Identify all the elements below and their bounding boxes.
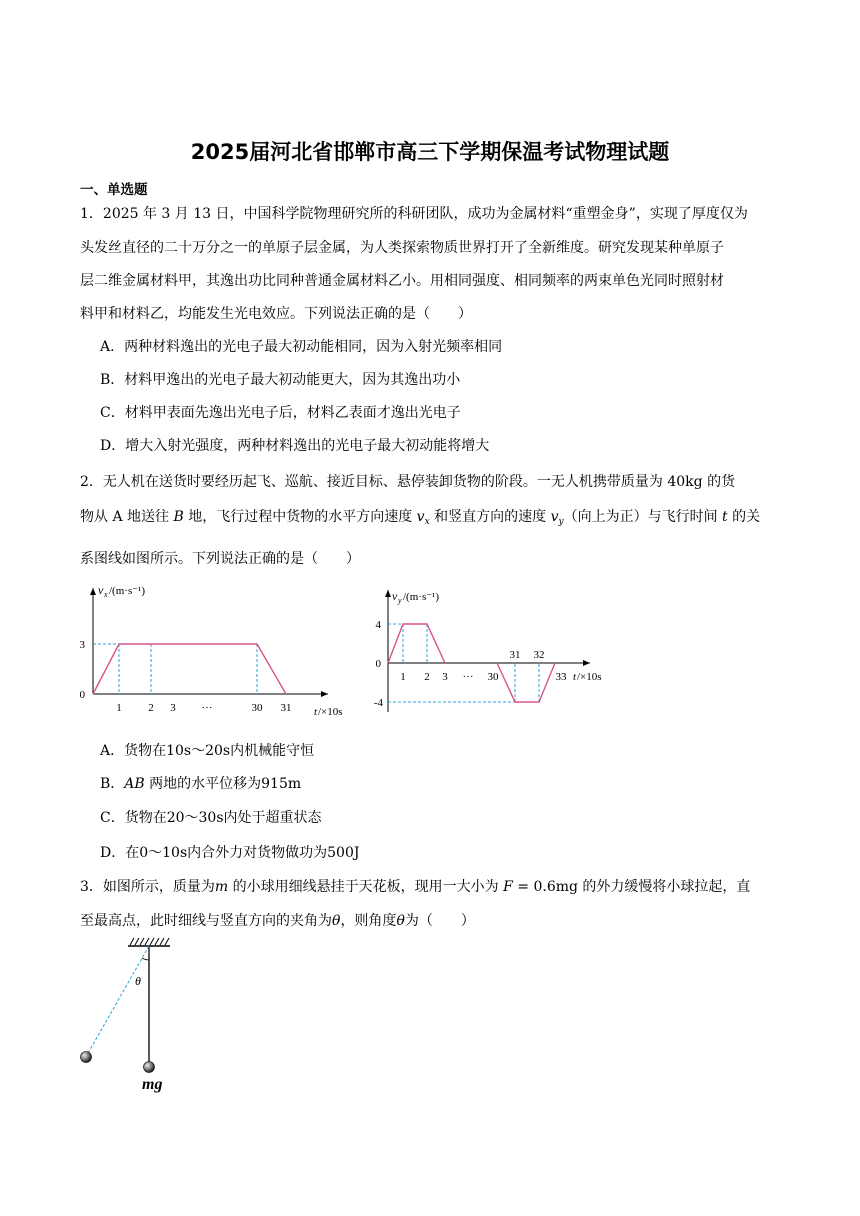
q1-line-1: 1．2025 年 3 月 13 日，中国科学院物理研究所的科研团队，成功为金属材料“重塑金身”，实现了厚度仅为 (80, 206, 748, 222)
chart1-y-arrow (90, 588, 96, 595)
chart1-x-tick-label: ··· (201, 702, 213, 714)
q3-line-2-c: 为（ ） (404, 913, 475, 929)
chart1-xlabel-unit: /×10s (318, 706, 343, 718)
chart2-xlabel-t: t (573, 671, 577, 683)
vy-time-chart (368, 584, 620, 726)
q2-line-1-text: 2．无人机在送货时要经历起飞、巡航、接近目标、悬停装卸货物的阶段。一无人机携带质量为 40 (80, 474, 686, 490)
ball-hanging (144, 1062, 155, 1073)
q2-vx-sub: x (424, 517, 430, 527)
q2-option-d[interactable]: D．在0～10s内合外力对货物做功为500J (100, 845, 360, 861)
q3-line-1-b: 的小球用细线悬挂于天花板，现用一大小为 (228, 879, 504, 895)
q1-line-4: 料甲和材料乙，均能发生光电效应。下列说法正确的是（ ） (80, 306, 472, 322)
q3-theta-symbol: θ (332, 913, 341, 929)
q2-line-2-a: 物从 A 地送往 (80, 509, 174, 525)
q3-line-2-a: 至最高点，此时细线与竖直方向的夹角为 (80, 913, 332, 929)
string-displaced (87, 946, 149, 1055)
q2-vy-symbol: v (550, 509, 559, 525)
chart1-x-tick-label: 30 (251, 702, 263, 714)
q2-line-2-e: 的关 (727, 509, 761, 525)
q3-line-1 (80, 877, 750, 897)
q2-line-1 (80, 472, 735, 492)
q2-line-1-tail: 的货 (702, 474, 736, 490)
ceiling-hatch (130, 938, 169, 945)
q3-m-symbol: m (214, 879, 229, 895)
chart2-series-line-rise (388, 624, 445, 663)
chart1-ylabel-sub: x (104, 590, 108, 599)
chart2-x-tick-label: 33 (555, 671, 567, 683)
page-title: 2025届河北省邯郸市高三下学期保温考试物理试题 (190, 140, 670, 164)
q1-line-2: 头发丝直径的二十万分之一的单原子层金属，为人类探索物质世界打开了全新维度。研究发现某种单原子 (80, 240, 724, 256)
chart1-y-tick-label: 3 (79, 639, 85, 651)
q3-theta-symbol-2: θ (396, 913, 405, 929)
q3-line-1-c: = 0.6mg 的外力缓慢将小球拉起，直 (512, 879, 751, 895)
q1-option-d[interactable]: D．增大入射光强度，两种材料逸出的光电子最大初动能将增大 (100, 438, 490, 454)
chart1-x-tick-label: 3 (170, 702, 176, 714)
q1-line-3: 层二维金属材料甲，其逸出功比同种普通金属材料乙小。用相同强度、相同频率的两束单色光同时照射材 (80, 273, 724, 289)
chart1-y-tick-label: 0 (79, 689, 85, 701)
chart2-x-tick-label-above: 31 (509, 649, 521, 661)
chart2-x-tick-label: 1 (400, 671, 406, 683)
chart2-x-tick-label-above: 32 (533, 649, 545, 661)
angle-arc (142, 958, 149, 960)
chart1-ylabel-unit: /(m·s⁻¹) (109, 585, 145, 597)
q3-line-2 (80, 911, 475, 931)
pendulum-figure (70, 935, 200, 1100)
q2-option-b-ab: AB (124, 776, 145, 792)
chart1-xlabel-t: t (314, 706, 318, 718)
q2-mass-unit: kg (685, 474, 703, 490)
q1-option-c[interactable]: C．材料甲表面先逸出光电子后，材料乙表面才逸出光电子 (100, 405, 461, 421)
chart2-x-tick-label: ··· (462, 671, 474, 683)
chart2-xlabel-unit: /×10s (577, 671, 602, 683)
q2-line-2 (80, 507, 760, 532)
chart1-x-tick-label: 1 (116, 702, 122, 714)
q3-line-2-b: ，则角度 (340, 913, 397, 929)
ball-displaced (81, 1052, 92, 1063)
chart2-y-arrow (385, 590, 391, 597)
chart2-ylabel-v: v (392, 589, 398, 603)
q2-line-2-c: 和竖直方向的速度 (429, 509, 551, 525)
chart2-x-arrow (583, 660, 590, 666)
chart2-series-line-descent (497, 663, 555, 702)
chart1-ylabel-v: v (98, 583, 104, 597)
vx-time-chart (70, 578, 360, 720)
q3-f-symbol: F (503, 879, 513, 895)
q3-line-1-a: 3．如图所示，质量为 (80, 879, 215, 895)
chart2-x-tick-label: 3 (442, 671, 448, 683)
chart1-x-tick-label: 2 (148, 702, 154, 714)
q2-line-2-d: （向上为正）与飞行时间 (563, 509, 723, 525)
chart2-y-tick-label: 4 (375, 619, 381, 631)
chart1-x-tick-label: 31 (280, 702, 292, 714)
chart2-ylabel-sub: y (398, 596, 402, 605)
q1-option-b[interactable]: B．材料甲逸出的光电子最大初动能更大，因为其逸出功小 (100, 372, 461, 388)
weight-label: mg (142, 1076, 163, 1093)
chart2-y-tick-label: -4 (373, 697, 383, 709)
q2-option-b-text: 两地的水平位移为915m (144, 776, 302, 792)
q1-option-a[interactable]: A．两种材料逸出的光电子最大初动能相同，因为入射光频率相同 (100, 339, 503, 355)
q2-t-symbol: t (722, 509, 728, 525)
chart2-x-tick-label: 2 (424, 671, 430, 683)
q2-line-2-b: 地，飞行过程中货物的水平方向速度 (183, 509, 417, 525)
q2-point-b: B (173, 509, 184, 525)
angle-label: θ (135, 974, 141, 988)
q2-option-c[interactable]: C．货物在20～30s内处于超重状态 (100, 810, 322, 826)
q2-line-3: 系图线如图所示。下列说法正确的是（ ） (80, 551, 360, 567)
q2-vx-symbol: v (416, 509, 425, 525)
chart2-x-tick-label: 30 (487, 671, 499, 683)
q2-option-b-prefix: B． (100, 776, 125, 792)
section-heading: 一、单选题 (80, 182, 148, 198)
q2-vy-sub: y (558, 517, 564, 527)
q2-option-a[interactable]: A．货物在10s～20s内机械能守恒 (100, 743, 315, 759)
chart2-y-tick-label: 0 (375, 658, 381, 670)
q2-option-b[interactable] (100, 774, 301, 794)
chart2-ylabel-unit: /(m·s⁻¹) (403, 591, 439, 603)
chart1-x-arrow (321, 691, 328, 697)
